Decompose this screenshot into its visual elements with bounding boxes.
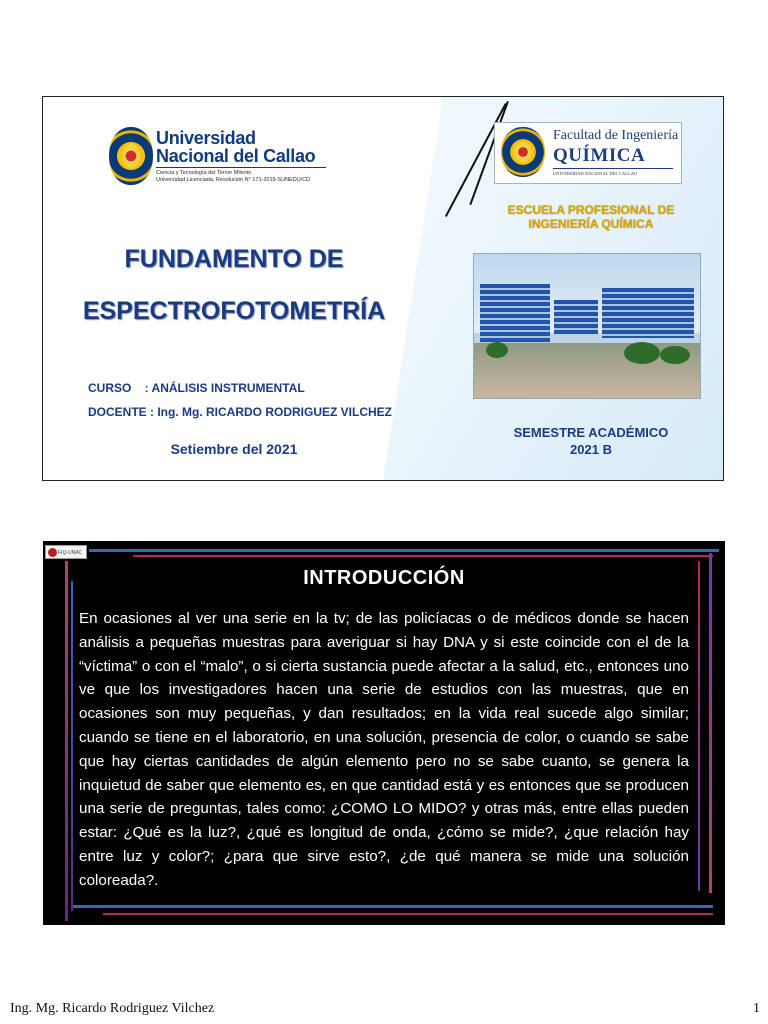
decorative-bar	[698, 561, 700, 891]
university-divider	[156, 167, 326, 168]
faculty-logo-small: FIQ-UNAC	[45, 545, 87, 559]
faculty-name: Facultad de Ingeniería	[553, 128, 679, 143]
decorative-bar	[103, 913, 713, 915]
university-tagline: Ciencia y Tecnología del Tercer Milenio Universidad Licenciada, Resolución N° 171-2019-SUNEDU/CD	[156, 170, 311, 183]
semester-label: SEMESTRE ACADÉMICO 2021 B	[513, 425, 669, 457]
escuela-heading: ESCUELA PROFESIONAL DE INGENIERÍA QUÍMICA	[507, 203, 675, 231]
slide-title-line1: FUNDAMENTO DE	[124, 245, 344, 273]
slide-body-text: En ocasiones al ver una serie en la tv; de las policíacas o de médicos donde se hacen análisis a pequeñas muestras para averiguar si hay DNA y si este coincide con el de la “víctima” o con el “malo”, o si cierta sustancia puede afectar a la salud, etc., entonces uno ve que los investigadores hacen una serie de estudios con las muestras, que en ocasiones son muy pequeñas, y dan resultados; en la vida real sucede algo similar; cuando se tiene en el laboratorio, en una solución, presencia de color, o cuando se sabe que hay ciertas cantidades de algún elemento pero no se sabe cuanto, se genera la inquietud de saber que elemento es, en que cantidad está y es entonces que se producen una serie de preguntas, tales como: ¿COMO LO MIDO? y otras más, entre ellas pueden estar: ¿Qué es la luz?, ¿qué es longitud de onda, ¿cómo se mide?, ¿que relación hay entre luz y color?; ¿para que sirve esto?, ¿de qué manera se mide una solución coloreada?.	[79, 610, 689, 889]
faculty-department: QUÍMICA	[553, 145, 646, 166]
decorative-bar	[89, 549, 719, 552]
course-label: CURSO : ANÁLISIS INSTRUMENTAL	[88, 381, 305, 395]
slide-title-line2: ESPECTROFOTOMETRÍA	[82, 297, 386, 325]
teacher-label: DOCENTE : Ing. Mg. RICARDO RODRIGUEZ VILCHEZ	[88, 405, 392, 419]
decorative-bar	[65, 561, 68, 921]
decorative-bar	[133, 555, 713, 557]
faculty-university: UNIVERSIDAD NACIONAL DEL CALLAO	[553, 171, 638, 176]
university-seal-icon	[109, 127, 153, 185]
faculty-logo	[494, 122, 682, 184]
footer-author: Ing. Mg. Ricardo Rodriguez Vilchez	[10, 1001, 215, 1016]
introduction-slide	[43, 541, 725, 925]
title-slide	[42, 96, 724, 481]
faculty-divider	[553, 168, 673, 169]
campus-photo	[473, 253, 701, 399]
decorative-bar	[73, 905, 713, 908]
decorative-bar	[71, 581, 73, 911]
faculty-seal-icon	[501, 127, 545, 177]
decorative-bar	[709, 553, 712, 893]
date-label: Setiembre del 2021	[170, 441, 298, 457]
page-number: 1	[753, 1001, 760, 1016]
slide-title: INTRODUCCIÓN	[303, 567, 465, 589]
university-name: Universidad Nacional del Callao	[156, 128, 316, 166]
